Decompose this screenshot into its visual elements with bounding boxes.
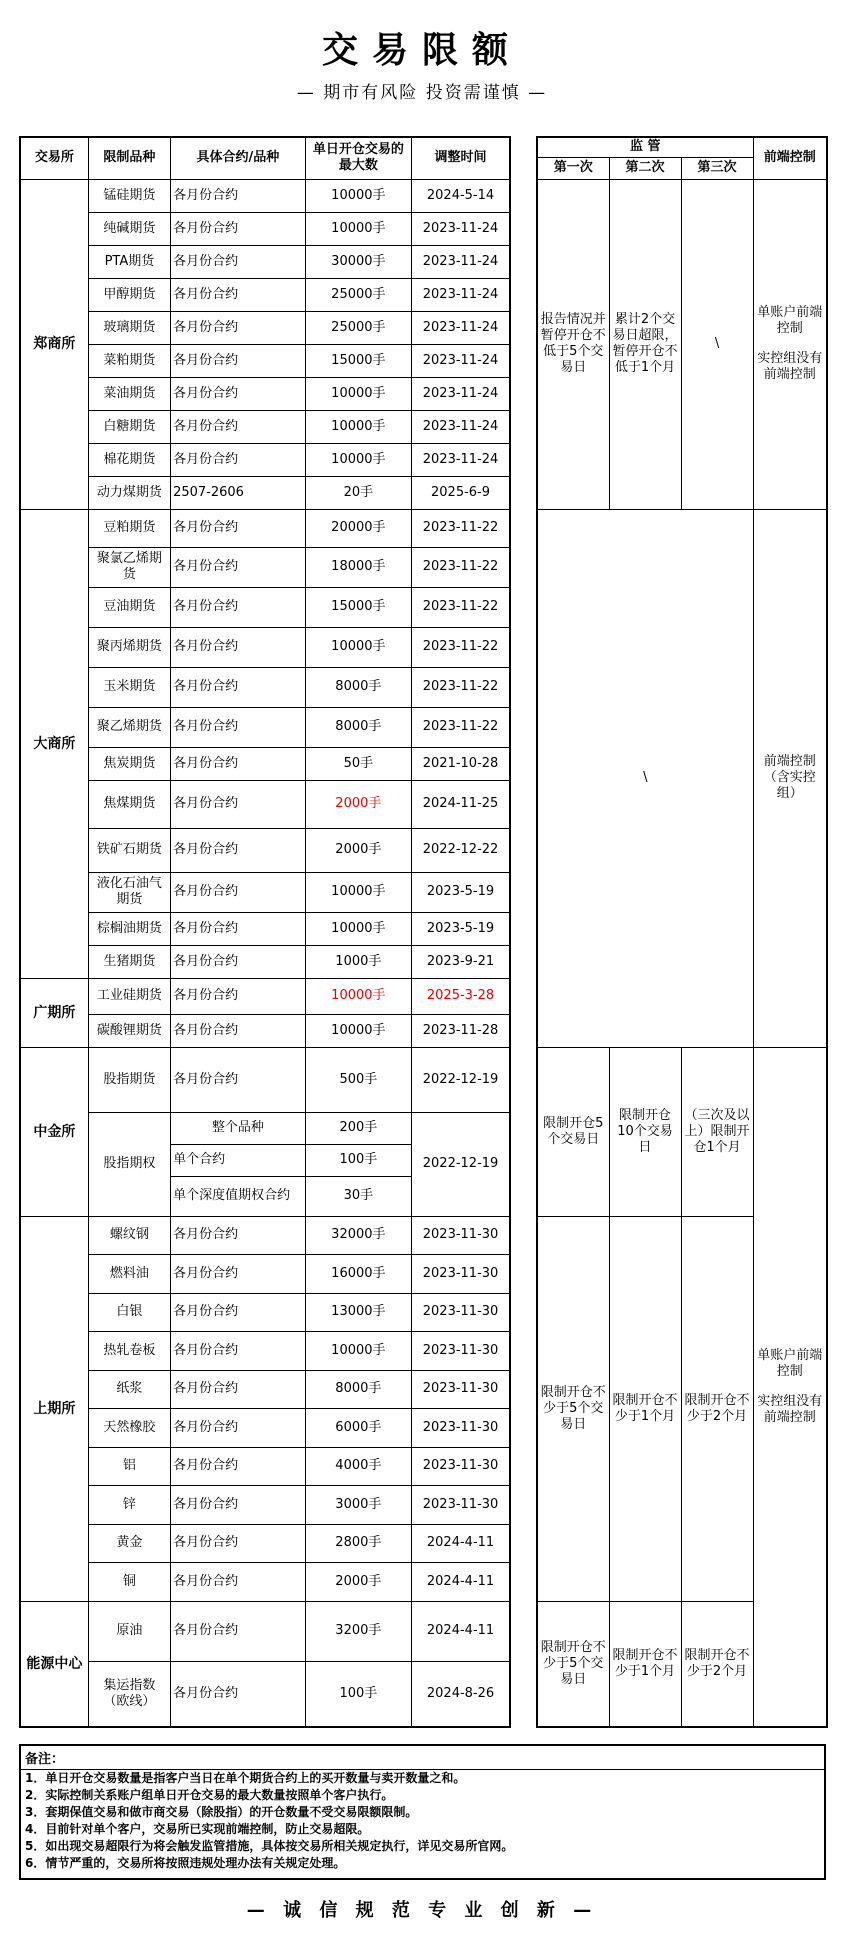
product: 白糖期货 [88, 410, 170, 443]
product: 动力煤期货 [88, 476, 170, 509]
contract: 各月份合约 [171, 1254, 306, 1293]
ine-third: 限制开仓不少于2个月 [681, 1601, 753, 1727]
contract: 各月份合约 [171, 443, 306, 476]
dce-front: 前端控制（含实控组） [753, 509, 827, 1047]
shfe-third: 限制开仓不少于2个月 [681, 1216, 753, 1601]
date: 2023-11-22 [412, 667, 510, 707]
product: 股指期权 [88, 1112, 170, 1216]
contract: 单个深度值期权合约 [171, 1176, 306, 1216]
date: 2023-11-30 [412, 1447, 510, 1485]
contract: 各月份合约 [171, 945, 306, 978]
date: 2024-11-25 [412, 780, 510, 828]
exchange-cffex: 中金所 [20, 1047, 88, 1216]
contract: 各月份合约 [171, 212, 306, 245]
first-header: 第一次 [537, 157, 609, 179]
date: 2023-11-30 [412, 1254, 510, 1293]
contract: 单个合约 [171, 1144, 306, 1176]
limit: 32000手 [305, 1216, 411, 1254]
third-header: 第三次 [681, 157, 753, 179]
date: 2023-11-24 [412, 377, 510, 410]
limit: 1000手 [305, 945, 411, 978]
limit: 10000手 [305, 1014, 411, 1047]
limit: 200手 [305, 1112, 411, 1144]
contract: 各月份合约 [171, 1293, 306, 1331]
shfe-first: 限制开仓不少于5个交易日 [537, 1216, 609, 1601]
header-date: 调整时间 [412, 137, 510, 179]
date: 2023-11-24 [412, 311, 510, 344]
limit: 4000手 [305, 1447, 411, 1485]
zce-front [753, 179, 827, 509]
note-line: 4．目前针对单个客户，交易所已实现前端控制，防止交易超限。 [25, 1822, 370, 1836]
contract: 各月份合约 [171, 872, 306, 912]
contract: 各月份合约 [171, 1370, 306, 1408]
product: 焦炭期货 [88, 747, 170, 780]
limit: 10000手 [305, 1331, 411, 1370]
limit: 2000手 [305, 1562, 411, 1601]
limit: 3200手 [305, 1601, 411, 1661]
product: 螺纹钢 [88, 1216, 170, 1254]
date: 2023-11-30 [412, 1331, 510, 1370]
limit: 10000手 [305, 443, 411, 476]
product: 锌 [88, 1485, 170, 1524]
product: 铜 [88, 1562, 170, 1601]
product: 工业硅期货 [88, 978, 170, 1014]
supervise-header: 监 管 [537, 137, 753, 157]
product: 玉米期货 [88, 667, 170, 707]
limit: 2800手 [305, 1524, 411, 1562]
product: 菜粕期货 [88, 344, 170, 377]
product: 燃料油 [88, 1254, 170, 1293]
limit: 13000手 [305, 1293, 411, 1331]
date: 2023-11-24 [412, 344, 510, 377]
limit: 50手 [305, 747, 411, 780]
limit: 8000手 [305, 1370, 411, 1408]
notes-box [19, 1744, 826, 1880]
limit: 3000手 [305, 1485, 411, 1524]
date: 2023-11-30 [412, 1293, 510, 1331]
limit: 10000手 [305, 978, 411, 1014]
exchange-gfex: 广期所 [20, 978, 88, 1047]
product: 集运指数（欧线） [88, 1661, 170, 1727]
contract: 各月份合约 [171, 179, 306, 212]
date: 2023-11-24 [412, 410, 510, 443]
limits-table [19, 136, 511, 1728]
limit: 8000手 [305, 667, 411, 707]
contract: 各月份合约 [171, 587, 306, 627]
header-limit: 单日开仓交易的最大数 [305, 137, 411, 179]
product: 聚丙烯期货 [88, 627, 170, 667]
limit: 15000手 [305, 587, 411, 627]
shfe-front-a: 单账户前端控制 [757, 1347, 823, 1379]
contract: 整个品种 [171, 1112, 306, 1144]
date: 2024-8-26 [412, 1661, 510, 1727]
page-title: 交易限额 [321, 30, 522, 71]
date: 2023-11-30 [412, 1408, 510, 1447]
shfe-front [753, 1047, 827, 1727]
contract: 各月份合约 [171, 1408, 306, 1447]
product: 天然橡胶 [88, 1408, 170, 1447]
contract: 各月份合约 [171, 667, 306, 707]
date: 2023-11-22 [412, 627, 510, 667]
contract: 各月份合约 [171, 707, 306, 747]
contract: 各月份合约 [171, 311, 306, 344]
contract: 各月份合约 [171, 1524, 306, 1562]
header-product: 限制品种 [88, 137, 170, 179]
limit: 30000手 [305, 245, 411, 278]
limit: 20手 [305, 476, 411, 509]
contract: 各月份合约 [171, 627, 306, 667]
limit: 6000手 [305, 1408, 411, 1447]
contract: 各月份合约 [171, 377, 306, 410]
date: 2024-4-11 [412, 1562, 510, 1601]
limit: 8000手 [305, 707, 411, 747]
contract: 各月份合约 [171, 278, 306, 311]
notes-header: 备注： [21, 1746, 824, 1770]
product: 原油 [88, 1601, 170, 1661]
date: 2023-11-24 [412, 278, 510, 311]
date: 2025-3-28 [412, 978, 510, 1014]
note-line: 5．如出现交易超限行为将会触发监管措施，具体按交易所相关规定执行，详见交易所官网。 [25, 1839, 514, 1853]
limit: 30手 [305, 1176, 411, 1216]
zce-first: 报告情况并暂停开仓不低于5个交易日 [537, 179, 609, 509]
product: 液化石油气期货 [88, 872, 170, 912]
limit: 10000手 [305, 212, 411, 245]
product: 菜油期货 [88, 377, 170, 410]
date: 2022-12-22 [412, 828, 510, 872]
product: 热轧卷板 [88, 1331, 170, 1370]
limit: 10000手 [305, 872, 411, 912]
date: 2023-5-19 [412, 872, 510, 912]
front-control-header: 前端控制 [753, 137, 827, 179]
exchange-shfe: 上期所 [20, 1216, 88, 1601]
contract: 各月份合约 [171, 1661, 306, 1727]
note-line: 6．情节严重的，交易所将按照违规处理办法有关规定处理。 [25, 1856, 346, 1870]
product: 生猪期货 [88, 945, 170, 978]
footer-slogan: — 诚 信 规 范 专 业 创 新 — [246, 1900, 598, 1921]
contract: 各月份合约 [171, 245, 306, 278]
date: 2023-11-24 [412, 212, 510, 245]
limit: 25000手 [305, 278, 411, 311]
date: 2023-11-24 [412, 443, 510, 476]
contract: 各月份合约 [171, 509, 306, 547]
limit: 20000手 [305, 509, 411, 547]
cffex-third: （三次及以上）限制开仓1个月 [681, 1047, 753, 1216]
date: 2023-11-22 [412, 509, 510, 547]
limit: 100手 [305, 1661, 411, 1727]
note-line: 2．实际控制关系账户组单日开仓交易的最大数量按照单个客户执行。 [25, 1788, 394, 1802]
header-exchange: 交易所 [20, 137, 88, 179]
zce-second: 累计2个交易日超限，暂停开仓不低于1个月 [609, 179, 681, 509]
shfe-front-b: 实控组没有前端控制 [757, 1393, 823, 1425]
cffex-first: 限制开仓5个交易日 [537, 1047, 609, 1216]
contract: 各月份合约 [171, 1601, 306, 1661]
date: 2023-11-22 [412, 547, 510, 587]
date: 2022-12-19 [412, 1112, 510, 1216]
product: 白银 [88, 1293, 170, 1331]
limit: 10000手 [305, 377, 411, 410]
product: 甲醇期货 [88, 278, 170, 311]
product: 焦煤期货 [88, 780, 170, 828]
product: 纸浆 [88, 1370, 170, 1408]
contract: 各月份合约 [171, 780, 306, 828]
product: 棕榈油期货 [88, 912, 170, 945]
exchange-zce: 郑商所 [20, 179, 88, 509]
note-line: 3．套期保值交易和做市商交易（除股指）的开仓数量不受交易限额限制。 [25, 1805, 418, 1819]
product: 股指期货 [88, 1047, 170, 1112]
limit: 500手 [305, 1047, 411, 1112]
ine-second: 限制开仓不少于1个月 [609, 1601, 681, 1727]
contract: 各月份合约 [171, 1047, 306, 1112]
contract: 各月份合约 [171, 344, 306, 377]
supervision-table [536, 136, 828, 1728]
contract: 各月份合约 [171, 1014, 306, 1047]
ine-first: 限制开仓不少于5个交易日 [537, 1601, 609, 1727]
contract: 各月份合约 [171, 1562, 306, 1601]
date: 2023-11-24 [412, 245, 510, 278]
second-header: 第二次 [609, 157, 681, 179]
limit: 25000手 [305, 311, 411, 344]
limit: 10000手 [305, 179, 411, 212]
page-subtitle: — 期市有风险 投资需谨慎 — [296, 83, 548, 103]
product: 铁矿石期货 [88, 828, 170, 872]
contract: 各月份合约 [171, 912, 306, 945]
date: 2024-4-11 [412, 1601, 510, 1661]
dce-supervise: \ [537, 509, 753, 1047]
product: PTA期货 [88, 245, 170, 278]
date: 2023-5-19 [412, 912, 510, 945]
contract: 各月份合约 [171, 1216, 306, 1254]
product: 聚氯乙烯期货 [88, 547, 170, 587]
contract: 各月份合约 [171, 410, 306, 443]
product: 锰硅期货 [88, 179, 170, 212]
date: 2023-11-30 [412, 1370, 510, 1408]
contract: 各月份合约 [171, 1331, 306, 1370]
zce-front-b: 实控组没有前端控制 [757, 351, 823, 382]
contract: 各月份合约 [171, 828, 306, 872]
date: 2025-6-9 [412, 476, 510, 509]
zce-third: \ [681, 179, 753, 509]
contract: 2507-2606 [171, 476, 306, 509]
limit: 100手 [305, 1144, 411, 1176]
limit: 16000手 [305, 1254, 411, 1293]
product: 棉花期货 [88, 443, 170, 476]
date: 2023-11-30 [412, 1216, 510, 1254]
date: 2024-4-11 [412, 1524, 510, 1562]
product: 碳酸锂期货 [88, 1014, 170, 1047]
product: 豆油期货 [88, 587, 170, 627]
product: 黄金 [88, 1524, 170, 1562]
limit: 10000手 [305, 410, 411, 443]
shfe-second: 限制开仓不少于1个月 [609, 1216, 681, 1601]
date: 2023-11-30 [412, 1485, 510, 1524]
limit: 2000手 [305, 780, 411, 828]
limit: 18000手 [305, 547, 411, 587]
exchange-ine: 能源中心 [20, 1601, 88, 1727]
limit: 10000手 [305, 627, 411, 667]
exchange-dce: 大商所 [20, 509, 88, 978]
date: 2021-10-28 [412, 747, 510, 780]
date: 2024-5-14 [412, 179, 510, 212]
date: 2022-12-19 [412, 1047, 510, 1112]
contract: 各月份合约 [171, 747, 306, 780]
limit: 2000手 [305, 828, 411, 872]
note-line: 1．单日开仓交易数量是指客户当日在单个期货合约上的买开数量与卖开数量之和。 [25, 1771, 466, 1785]
date: 2023-11-28 [412, 1014, 510, 1047]
date: 2023-9-21 [412, 945, 510, 978]
date: 2023-11-22 [412, 587, 510, 627]
contract: 各月份合约 [171, 547, 306, 587]
date: 2023-11-22 [412, 707, 510, 747]
product: 聚乙烯期货 [88, 707, 170, 747]
product: 玻璃期货 [88, 311, 170, 344]
contract: 各月份合约 [171, 1447, 306, 1485]
cffex-second: 限制开仓10个交易日 [609, 1047, 681, 1216]
limit: 15000手 [305, 344, 411, 377]
contract: 各月份合约 [171, 978, 306, 1014]
contract: 各月份合约 [171, 1485, 306, 1524]
header-contract: 具体合约/品种 [171, 137, 306, 179]
zce-front-a: 单账户前端控制 [757, 305, 823, 336]
product: 纯碱期货 [88, 212, 170, 245]
product: 豆粕期货 [88, 509, 170, 547]
product: 铝 [88, 1447, 170, 1485]
limit: 10000手 [305, 912, 411, 945]
